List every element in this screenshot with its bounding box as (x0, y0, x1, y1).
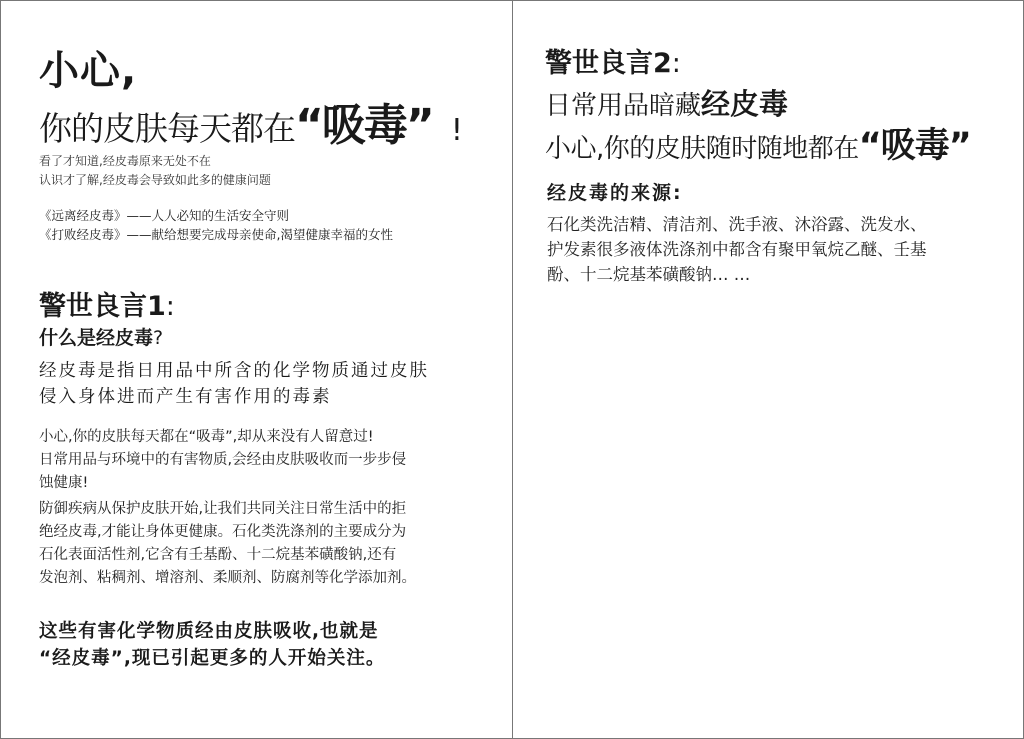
motto-heading-2 (545, 41, 681, 80)
left-page (1, 1, 512, 738)
definition-text (39, 358, 429, 410)
question-heading (39, 323, 163, 350)
title-line-2-main: 你的皮肤每天都在 (39, 109, 295, 148)
headline-line-2 (545, 118, 971, 168)
conclusion-line: 这些有害化学物质经由皮肤吸收,也就是 (39, 621, 379, 642)
paragraph-line: 石化表面活性剂,它含有壬基酚、十二烷基苯磺酸钠,还有 (39, 547, 397, 563)
paragraph-line: 小心,你的皮肤每天都在“吸毒”,却从来没有人留意过! (39, 429, 374, 445)
title-line-2-quote: “吸毒” (295, 100, 433, 151)
book-reference: 《打败经皮毒》——献给想要完成母亲使命,渴望健康幸福的女性 (39, 227, 393, 242)
book-reference: 《远离经皮毒》——人人必知的生活安全守则 (39, 208, 290, 223)
paragraph-line: 防御疾病从保护皮肤开始,让我们共同关注日常生活中的拒 (39, 501, 407, 517)
paragraph-line: 绝经皮毒,才能让身体更健康。石化类洗涤剂的主要成分为 (39, 524, 407, 540)
headline-line-1-main: 日常用品暗藏 (545, 91, 702, 121)
source-line: 护发素很多液体洗涤剂中都含有聚甲氧烷乙醚、壬基 (547, 240, 927, 259)
right-page (513, 1, 1023, 738)
headline-line-2-quote: “吸毒” (858, 126, 971, 166)
source-line: 酚、十二烷基苯磺酸钠… … (547, 265, 751, 284)
question-text: 什么是经皮毒 (39, 327, 154, 349)
title-line-2-exclamation: ! (450, 113, 463, 148)
title-line-1: 小心, (39, 48, 138, 94)
question-mark: ? (153, 327, 164, 349)
subtitle-line: 看了才知道,经皮毒原来无处不在 (39, 154, 211, 168)
paragraph-line: 蚀健康! (39, 475, 89, 491)
motto-heading-text: 警世良言1 (39, 291, 166, 322)
paragraph-line: 发泡剂、粘稠剂、增溶剂、柔顺剂、防腐剂等化学添加剂。 (39, 570, 416, 586)
motto-heading-colon: : (165, 291, 175, 322)
definition-line: 侵入身体进而产生有害作用的毒素 (39, 387, 332, 407)
subtitle-line: 认识才了解,经皮毒会导致如此多的健康问题 (39, 173, 271, 187)
paragraph-2 (39, 498, 416, 590)
paragraph-1 (39, 426, 406, 495)
motto-heading-colon: : (671, 48, 681, 79)
conclusion-line: “经皮毒”,现已引起更多的人开始关注。 (39, 648, 386, 669)
source-body (547, 212, 927, 287)
headline-line-1 (545, 82, 788, 123)
motto-heading-1 (39, 284, 175, 323)
paragraph-line: 日常用品与环境中的有害物质,会经由皮肤吸收而一步步侵 (39, 452, 407, 468)
headline-line-2-main: 小心,你的皮肤随时随地都在 (545, 134, 859, 164)
title-line-2 (39, 89, 463, 153)
conclusion-text (39, 618, 385, 672)
book-references (39, 206, 393, 244)
source-line: 石化类洗洁精、清洁剂、洗手液、沐浴露、洗发水、 (547, 215, 927, 234)
motto-heading-text: 警世良言2 (545, 48, 672, 79)
definition-line: 经皮毒是指日用品中所含的化学物质通过皮肤 (39, 361, 429, 381)
subtitle-lines (39, 152, 271, 190)
source-heading: 经皮毒的来源: (547, 182, 683, 204)
headline-line-1-bold: 经皮毒 (701, 87, 789, 121)
